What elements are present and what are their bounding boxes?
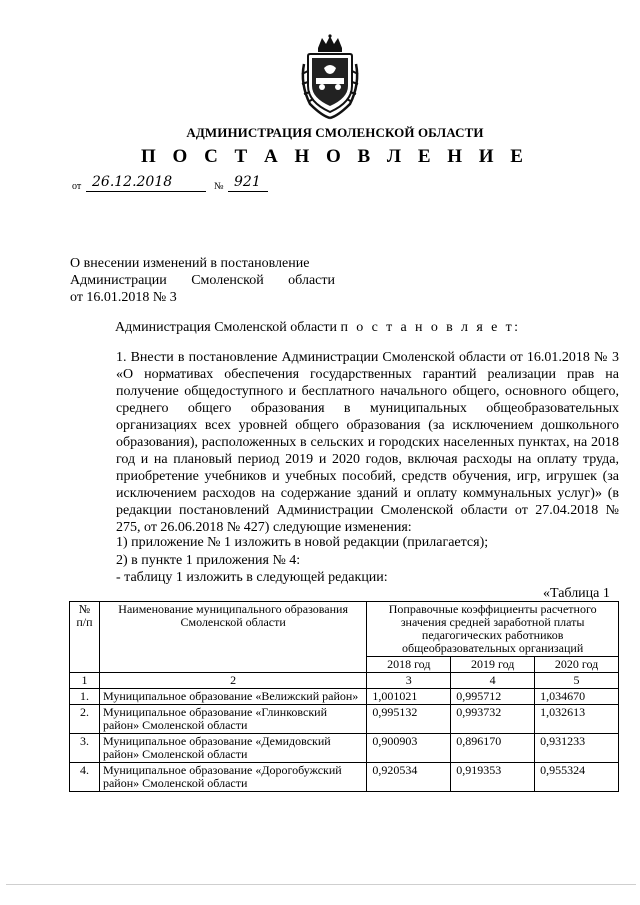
paragraph-1-text: 1. Внести в постановление Администрации Смоленской области от 16.01.2018 № 3 «О нормативах обеспечения государственных гарантий реализации прав на получение общедоступного и бесплатного начального общего, основного общего, среднего общего образования в муниципальных общеобразовательных организациях всех уровней общего образования (за исключением дошкольного образования), расположенных в сельских и городских населенных пунктах, на 2018 год и на плановый период 2019 и 2020 годов, включая расходы на оплату труда, приобретение учебников и учебных пособий, средств обучения, игр, игрушек (за исключением расходов на содержание зданий и оплату коммунальных услуг)» (в редакции постановлений Администрации Смоленской области от 27.04.2018 № 275, от 26.06.2018 № 427) следующие изменения:: [116, 350, 619, 535]
row-name: Муниципальное образование «Дорогобужский район» Смоленской области: [99, 763, 366, 792]
date-value: 26.12.2018: [92, 174, 173, 190]
header-name: Наименование муниципального образования Смоленской области: [99, 602, 366, 673]
preamble: [115, 320, 520, 336]
col-number-3: 3: [367, 673, 451, 689]
number-label: №: [214, 181, 224, 192]
row-value-2018: 0,920534: [367, 763, 451, 792]
row-value-2018: 0,900903: [367, 734, 451, 763]
subject-line-2: Администрации Смоленской области: [70, 273, 335, 288]
col-number-5: 5: [535, 673, 619, 689]
subject-line-3: от 16.01.2018 № 3: [70, 290, 177, 305]
row-value-2020: 0,955324: [535, 763, 619, 792]
row-number: 2.: [70, 705, 100, 734]
header-number: № п/п: [70, 602, 100, 673]
subject-line-1: О внесении изменений в постановление: [70, 256, 310, 271]
coefficients-table: [69, 601, 619, 792]
date-number-line: [72, 172, 292, 192]
row-number: 4.: [70, 763, 100, 792]
preamble-text: Администрация Смоленской области: [115, 320, 338, 335]
organization-name: АДМИНИСТРАЦИЯ СМОЛЕНСКОЙ ОБЛАСТИ: [186, 125, 484, 140]
row-value-2020: 0,931233: [535, 734, 619, 763]
year-2020: 2020 год: [535, 657, 619, 673]
col-number-1: 1: [70, 673, 100, 689]
row-name: Муниципальное образование «Демидовский район» Смоленской области: [99, 734, 366, 763]
year-2018: 2018 год: [367, 657, 451, 673]
table-header-row: [70, 602, 619, 657]
document-subject: [70, 255, 335, 306]
row-value-2020: 1,032613: [535, 705, 619, 734]
row-value-2018: 1,001021: [367, 689, 451, 705]
preamble-verb: п о с т а н о в л я е т:: [340, 320, 521, 335]
list-item-3: - таблицу 1 изложить в следующей редакции:: [116, 570, 388, 585]
col-number-4: 4: [451, 673, 535, 689]
paragraph-1: [70, 349, 619, 536]
col-number-2: 2: [99, 673, 366, 689]
row-value-2019: 0,896170: [451, 734, 535, 763]
table-row: [70, 689, 619, 705]
row-value-2019: 0,993732: [451, 705, 535, 734]
row-value-2018: 0,995132: [367, 705, 451, 734]
table-row: [70, 705, 619, 734]
page-bottom-line: [6, 884, 636, 885]
row-name: Муниципальное образование «Глинковский район» Смоленской области: [99, 705, 366, 734]
table-column-numbers-row: [70, 673, 619, 689]
table-caption: «Таблица 1: [543, 586, 610, 601]
row-number: 1.: [70, 689, 100, 705]
number-value: 921: [234, 174, 261, 190]
coat-of-arms-emblem: [294, 34, 366, 120]
list-item-2: 2) в пункте 1 приложения № 4:: [116, 553, 301, 568]
document-type-title: П О С Т А Н О В Л Е Н И Е: [141, 146, 529, 167]
date-label: от: [72, 181, 82, 192]
list-item-1: 1) приложение № 1 изложить в новой редакции (прилагается);: [116, 535, 489, 550]
row-name: Муниципальное образование «Велижский район»: [99, 689, 366, 705]
row-value-2019: 0,919353: [451, 763, 535, 792]
year-2019: 2019 год: [451, 657, 535, 673]
date-underline: [86, 191, 206, 192]
table-row: [70, 734, 619, 763]
table-row: [70, 763, 619, 792]
header-coefficients: Поправочные коэффициенты расчетного значения средней заработной платы педагогических работников общеобразовательных организаций: [367, 602, 619, 657]
row-value-2020: 1,034670: [535, 689, 619, 705]
row-value-2019: 0,995712: [451, 689, 535, 705]
number-underline: [228, 191, 268, 192]
row-number: 3.: [70, 734, 100, 763]
